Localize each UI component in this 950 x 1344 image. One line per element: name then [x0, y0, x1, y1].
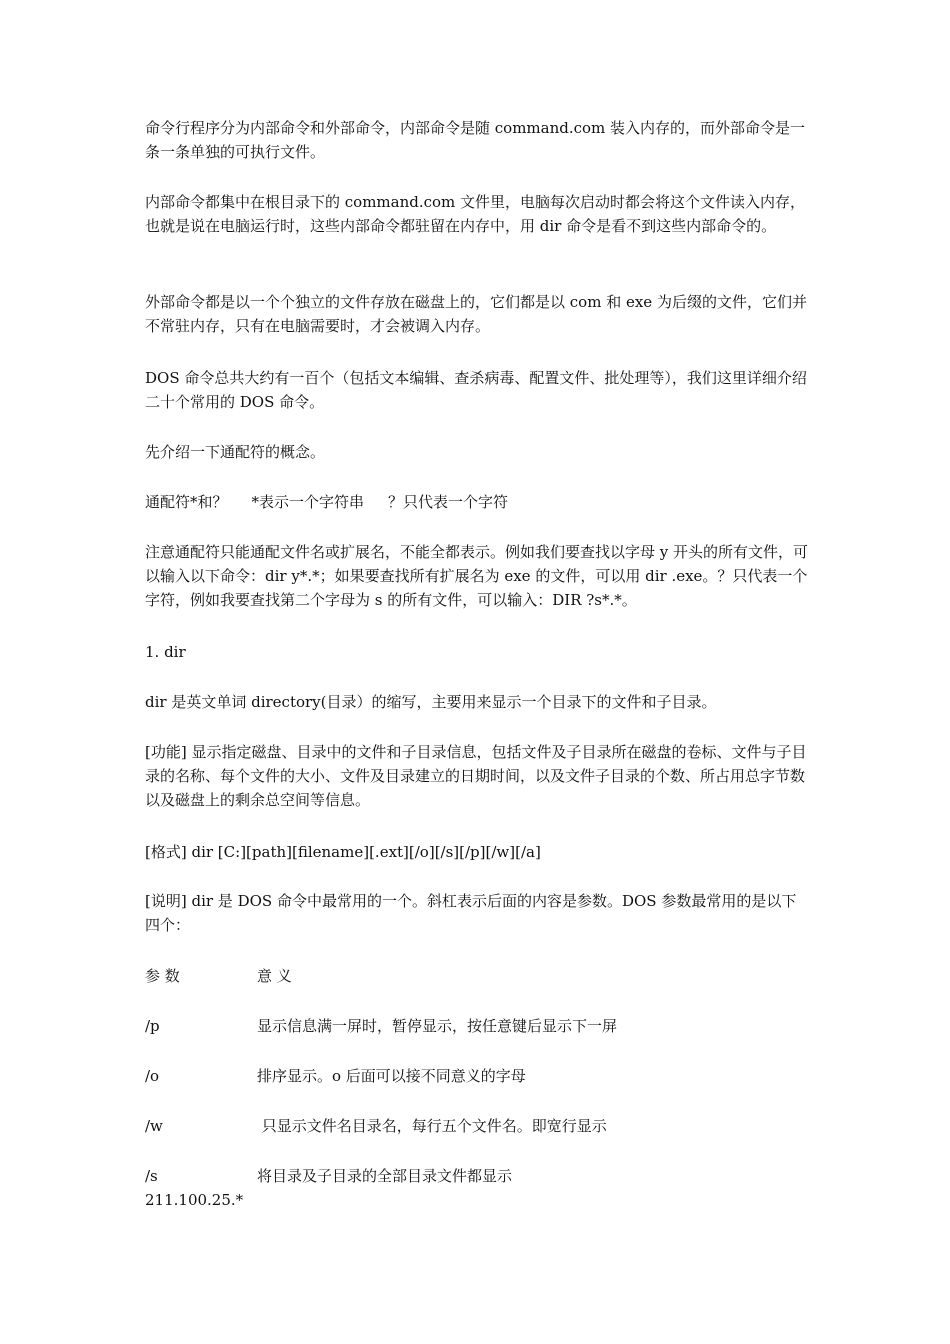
paragraph-internal-external: 命令行程序分为内部命令和外部命令，内部命令是随 command.com 装入内存的，而外部命令是一条一条单独的可执行文件。 — [145, 119, 806, 161]
param-table-header — [145, 964, 292, 988]
paragraph-wildcard-note: 注意通配符只能通配文件名或扩展名，不能全都表示。例如我们要查找以字母 y 开头的所有文件，可以输入以下命令：dir y*.*；如果要查找所有扩展名为 exe 的文件，可以用 dir .exe。？只代表一个字符，例如我要查找第二个字母为 s 的所有文件，可以输入：DIR ?s*.*。 — [145, 543, 809, 609]
param-row — [145, 1064, 526, 1088]
param-name: /o — [145, 1067, 160, 1085]
param-meaning: 将目录及子目录的全部目录文件都显示 — [257, 1167, 513, 1185]
param-header: 参 数 — [145, 967, 180, 985]
param-row — [145, 1114, 607, 1138]
wildcard-line — [145, 490, 508, 514]
param-row — [145, 1014, 617, 1038]
param-meaning: 显示信息满一屏时，暂停显示，按任意键后显示下一屏 — [257, 1017, 618, 1035]
wildcard-star: *表示一个字符串 — [251, 493, 365, 511]
paragraph-dos-overview: DOS 命令总共大约有一百个（包括文本编辑、查杀病毒、配置文件、批处理等），我们这里详细介绍二十个常用的 DOS 命令。 — [145, 369, 807, 411]
paragraph-dir-format: [格式] dir [C:][path][filename][.ext][/o][/s][/p][/w][/a] — [145, 843, 541, 861]
paragraph-dir-definition: dir 是英文单词 directory(目录）的缩写，主要用来显示一个目录下的文件和子目录。 — [145, 693, 717, 711]
param-name: /p — [145, 1017, 160, 1035]
paragraph-dir-function: [功能] 显示指定磁盘、目录中的文件和子目录信息，包括文件及子目录所在磁盘的卷标、文件与子目录的名称、每个文件的大小、文件及目录建立的日期时间，以及文件子目录的个数、所占用总字节数以及磁盘上的剩余总空间等信息。 — [145, 743, 807, 809]
paragraph-internal-commands: 内部命令都集中在根目录下的 command.com 文件里，电脑每次启动时都会将这个文件读入内存，也就是说在电脑运行时，这些内部命令都驻留在内存中，用 dir 命令是看不到这些内部命令的。 — [145, 193, 806, 235]
paragraph-external-commands: 外部命令都是以一个个独立的文件存放在磁盘上的，它们都是以 com 和 exe 为后缀的文件，它们并不常驻内存，只有在电脑需要时，才会被调入内存。 — [145, 293, 807, 335]
paragraph-wildcard-intro: 先介绍一下通配符的概念。 — [145, 443, 326, 461]
footer-ip-text: 211.100.25.* — [145, 1191, 244, 1209]
param-name: /s — [145, 1167, 158, 1185]
param-meaning: 只显示文件名目录名，每行五个文件名。即宽行显示 — [257, 1117, 607, 1135]
wildcard-question: ？只代表一个字符 — [388, 493, 509, 511]
meaning-header: 意 义 — [257, 967, 292, 985]
section-heading-dir: 1. dir — [145, 643, 186, 661]
paragraph-dir-notes: [说明] dir 是 DOS 命令中最常用的一个。斜杠表示后面的内容是参数。DOS 参数最常用的是以下四个： — [145, 892, 797, 934]
wildcard-label: 通配符*和？ — [145, 493, 228, 511]
param-meaning: 排序显示。o 后面可以接不同意义的字母 — [257, 1067, 526, 1085]
param-row — [145, 1164, 512, 1188]
param-name: /w — [145, 1117, 163, 1135]
